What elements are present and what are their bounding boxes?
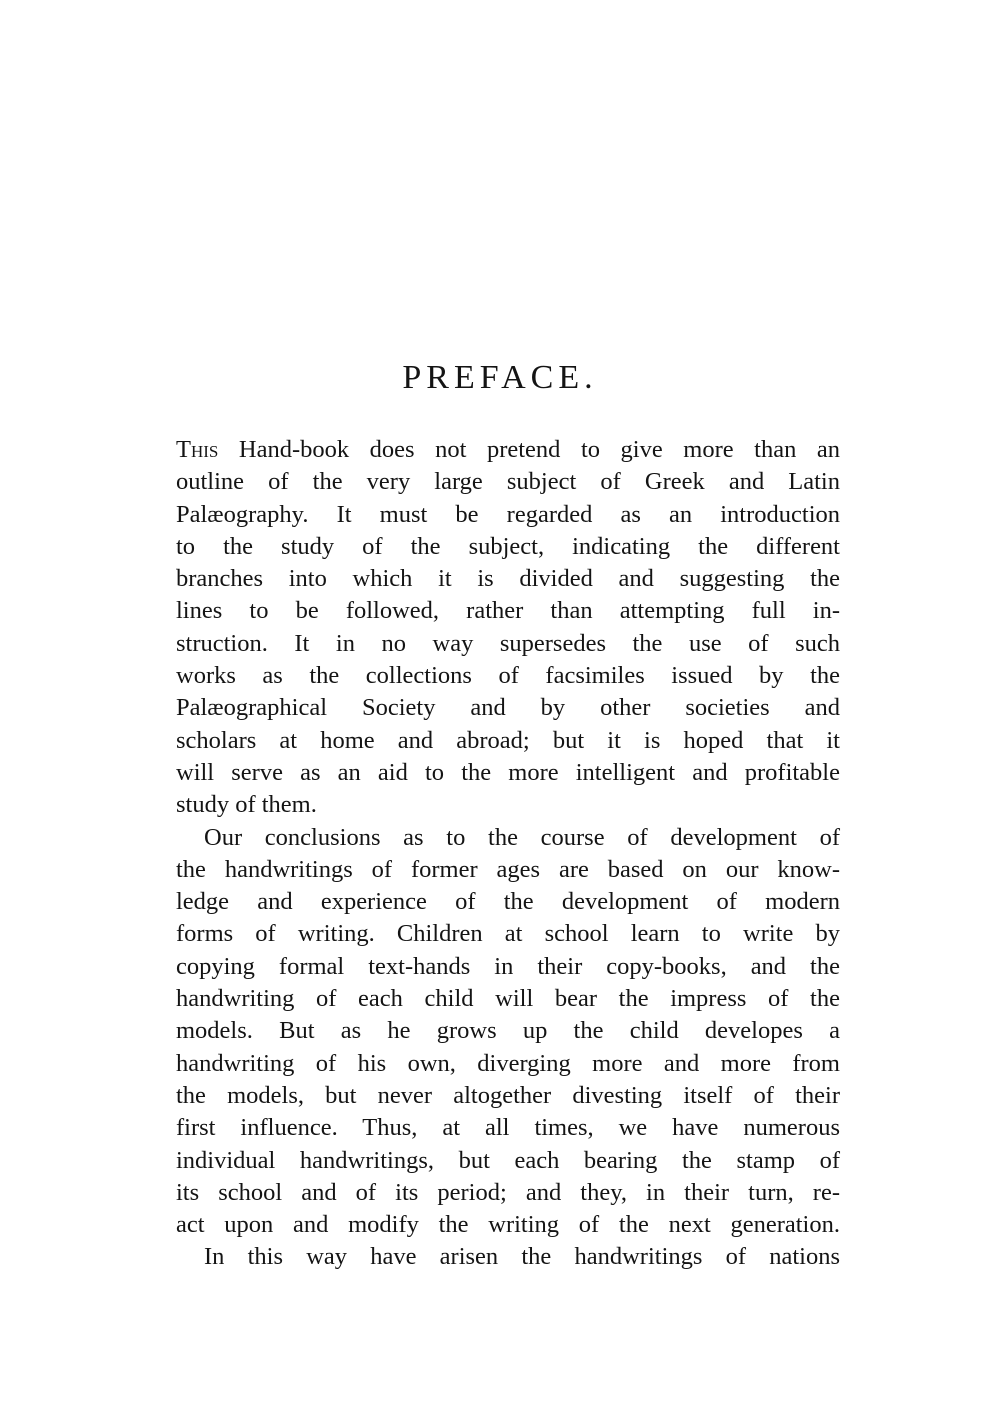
paragraph-2-line-12: its school and of its period; and they, in their turn, re-: [176, 1178, 840, 1206]
paragraph-3-line-1: In this way have arisen the handwritings of nations: [204, 1243, 840, 1271]
preface-body: [176, 434, 840, 1274]
paragraph-1-line-4: to the study of the subject, indicating the different: [176, 532, 840, 560]
paragraph-2-line-6: handwriting of each child will bear the impress of the: [176, 985, 840, 1013]
paragraph-2-line-9: the models, but never altogether divesting itself of their: [176, 1081, 840, 1109]
paragraph-1-line-1: This Hand-book does not pretend to give more than an: [176, 436, 840, 463]
paragraph-2-line-13: act upon and modify the writing of the next generation.: [176, 1211, 840, 1239]
paragraph-1-line-5: branches into which it is divided and suggesting the: [176, 565, 840, 593]
paragraph-2-line-2: the handwritings of former ages are based on our know-: [176, 855, 840, 883]
paragraph-2-line-11: individual handwritings, but each bearing the stamp of: [176, 1146, 840, 1174]
paragraph-2-line-3: ledge and experience of the development of modern: [176, 888, 840, 916]
small-caps-lead: This: [176, 436, 219, 463]
paragraph-2-line-7: models. But as he grows up the child developes a: [176, 1017, 840, 1045]
paragraph-2-line-10: first influence. Thus, at all times, we have numerous: [176, 1114, 840, 1142]
paragraph-1-line-8: works as the collections of facsimiles issued by the: [176, 662, 840, 690]
paragraph-2-line-4: forms of writing. Children at school learn to write by: [176, 920, 840, 948]
paragraph-2-line-8: handwriting of his own, diverging more and more from: [176, 1049, 840, 1077]
paragraph-2-line-5: copying formal text-hands in their copy-books, and the: [176, 952, 840, 980]
paragraph-1-line-6: lines to be followed, rather than attempting full in-: [176, 597, 840, 625]
paragraph-1-line-7: struction. It in no way supersedes the use of such: [176, 629, 840, 657]
paragraph-1-line-12: study of them.: [176, 791, 317, 819]
paragraph-1-line-11: will serve as an aid to the more intelligent and profitable: [176, 758, 840, 786]
paragraph-1-line-2: outline of the very large subject of Greek and Latin: [176, 468, 840, 496]
page-title: PREFACE.: [402, 359, 598, 396]
paragraph-1-line-3: Palæography. It must be regarded as an introduction: [176, 500, 840, 528]
paragraph-1-line-10: scholars at home and abroad; but it is hoped that it: [176, 726, 840, 754]
paragraph-2-line-1: Our conclusions as to the course of development of: [204, 823, 840, 851]
paragraph-1-line-9: Palæographical Society and by other societies and: [176, 694, 840, 722]
